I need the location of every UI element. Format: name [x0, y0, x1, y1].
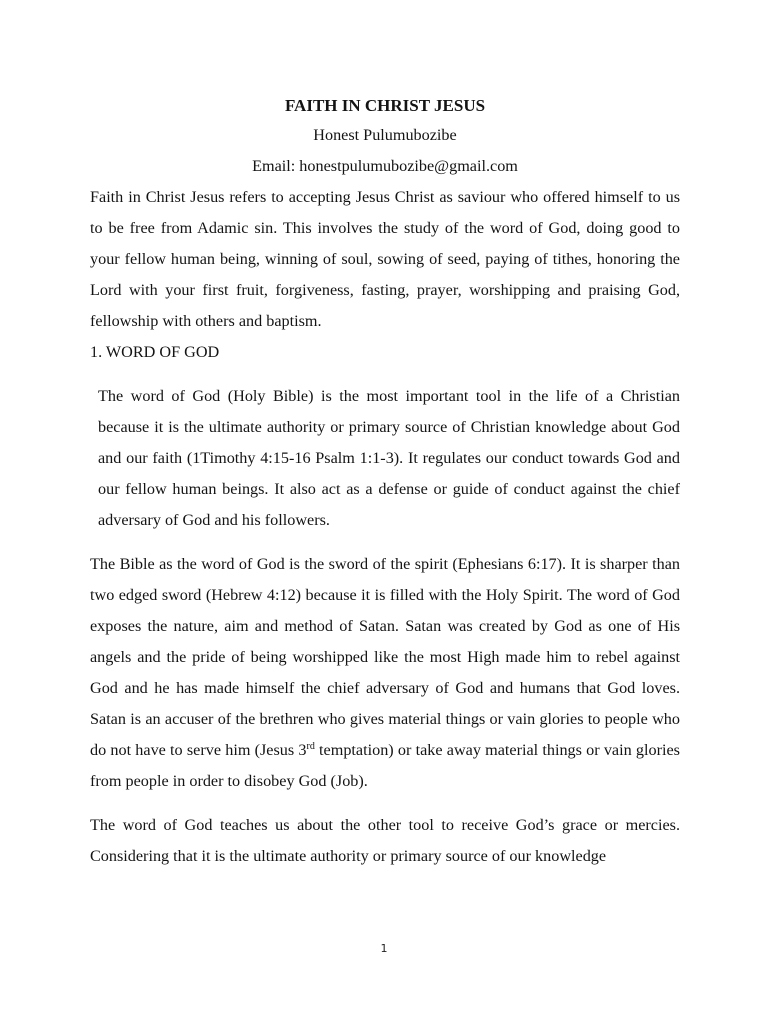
document-title: FAITH IN CHRIST JESUS: [284, 96, 486, 115]
superscript-ordinal: rd: [306, 741, 315, 752]
paragraph-2-text-end: temptation) or take away material things or vain glories from people in order to disobey God (Job).: [90, 741, 680, 790]
page-content: [90, 92, 680, 872]
spacer: [90, 536, 680, 549]
section-heading: 1. WORD OF GOD: [90, 343, 220, 361]
intro-paragraph: Faith in Christ Jesus refers to accepting Jesus Christ as saviour who offered himself to us to be free from Adamic sin. This involves the study of the word of God, doing good to your fellow human being, winning of soul, sowing of seed, paying of tithes, honoring the Lord with your first fruit, forgiveness, fasting, prayer, worshipping and praising God, fellowship with others and baptism.: [90, 188, 680, 330]
body-paragraph-2: [90, 549, 680, 797]
author-email: Email: honestpulumubozibe@gmail.com: [252, 157, 518, 175]
spacer: [90, 797, 680, 810]
page-number: 1: [380, 942, 388, 955]
author-name: Honest Pulumubozibe: [313, 126, 457, 144]
paragraph-2-text-start: The Bible as the word of God is the sword of the spirit (Ephesians 6:17). It is sharper than two edged sword (Hebrew 4:12) because it is filled with the Holy Spirit. The word of God exposes the nature, aim and method of Satan. Satan was created by God as one of His angels and the pride of being worshipped like the most High made him to rebel against God and he has made himself the chief adversary of God and humans that God loves. Satan is an accuser of the brethren who gives material things or vain glories to people who do not have to serve him (Jesus 3: [90, 555, 680, 759]
body-paragraph-3: The word of God teaches us about the other tool to receive God’s grace or mercies. Considering that it is the ultimate authority or primary source of our knowledge: [90, 816, 680, 865]
body-paragraph-1: The word of God (Holy Bible) is the most important tool in the life of a Christian because it is the ultimate authority or primary source of Christian knowledge about God and our faith (1Timothy 4:15-16 Psalm 1:1-3). It regulates our conduct towards God and our fellow human beings. It also act as a defense or guide of conduct against the chief adversary of God and his followers.: [98, 387, 680, 529]
spacer: [90, 368, 680, 381]
